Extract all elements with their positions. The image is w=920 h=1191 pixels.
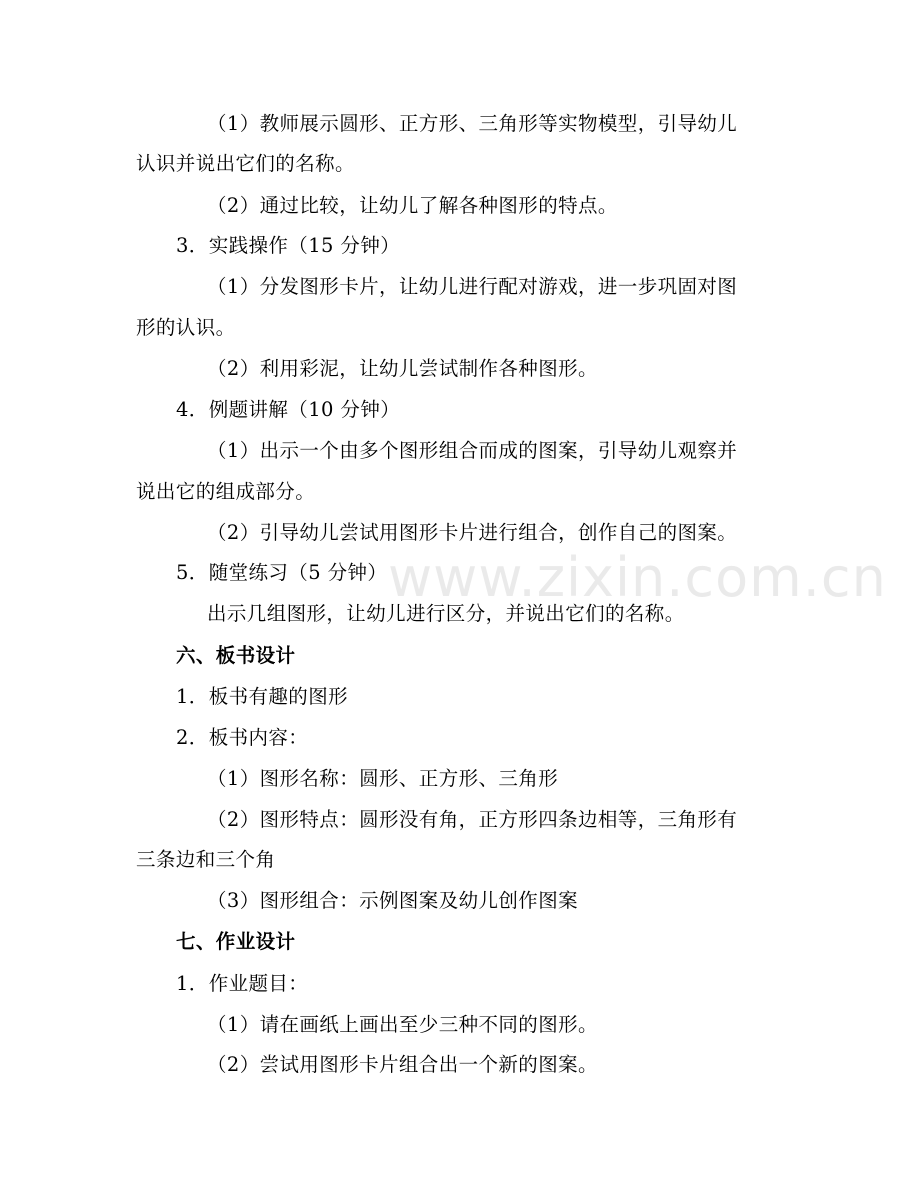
paragraph-line: （1）出示一个由多个图形组合而成的图案，引导幼儿观察并	[207, 439, 738, 462]
list-item-heading: 4．例题讲解（10 分钟）	[176, 398, 401, 421]
section-heading: 六、板书设计	[176, 644, 296, 667]
list-item: 1．板书有趣的图形	[176, 685, 349, 708]
section-heading: 七、作业设计	[176, 930, 296, 953]
list-item-heading: 5．随堂练习（5 分钟）	[176, 561, 388, 584]
paragraph-line: （3）图形组合：示例图案及幼儿创作图案	[207, 889, 579, 912]
paragraph-line: 出示几组图形，让幼儿进行区分，并说出它们的名称。	[207, 602, 685, 625]
paragraph-line: 三条边和三个角	[136, 848, 276, 871]
list-item-heading: 3．实践操作（15 分钟）	[176, 234, 401, 257]
paragraph-line: 认识并说出它们的名称。	[136, 152, 355, 175]
paragraph-line: （1）请在画纸上画出至少三种不同的图形。	[207, 1013, 598, 1036]
paragraph-line: （1）图形名称：圆形、正方形、三角形	[207, 767, 559, 790]
paragraph-line: （2）利用彩泥，让幼儿尝试制作各种图形。	[207, 357, 598, 380]
watermark: www.zixin.com.cn	[388, 546, 887, 609]
paragraph-line: 说出它的组成部分。	[136, 480, 316, 503]
list-item: 2．板书内容：	[176, 726, 309, 749]
paragraph-line: （2）引导幼儿尝试用图形卡片进行组合，创作自己的图案。	[207, 521, 738, 544]
list-item: 1．作业题目：	[176, 972, 309, 995]
paragraph-line: 形的认识。	[136, 316, 236, 339]
paragraph-line: （1）教师展示圆形、正方形、三角形等实物模型，引导幼儿	[207, 112, 738, 135]
paragraph-line: （2）尝试用图形卡片组合出一个新的图案。	[207, 1053, 598, 1076]
paragraph-line: （2）通过比较，让幼儿了解各种图形的特点。	[207, 194, 618, 217]
paragraph-line: （1）分发图形卡片，让幼儿进行配对游戏，进一步巩固对图	[207, 275, 738, 298]
paragraph-line: （2）图形特点：圆形没有角，正方形四条边相等，三角形有	[207, 808, 738, 831]
